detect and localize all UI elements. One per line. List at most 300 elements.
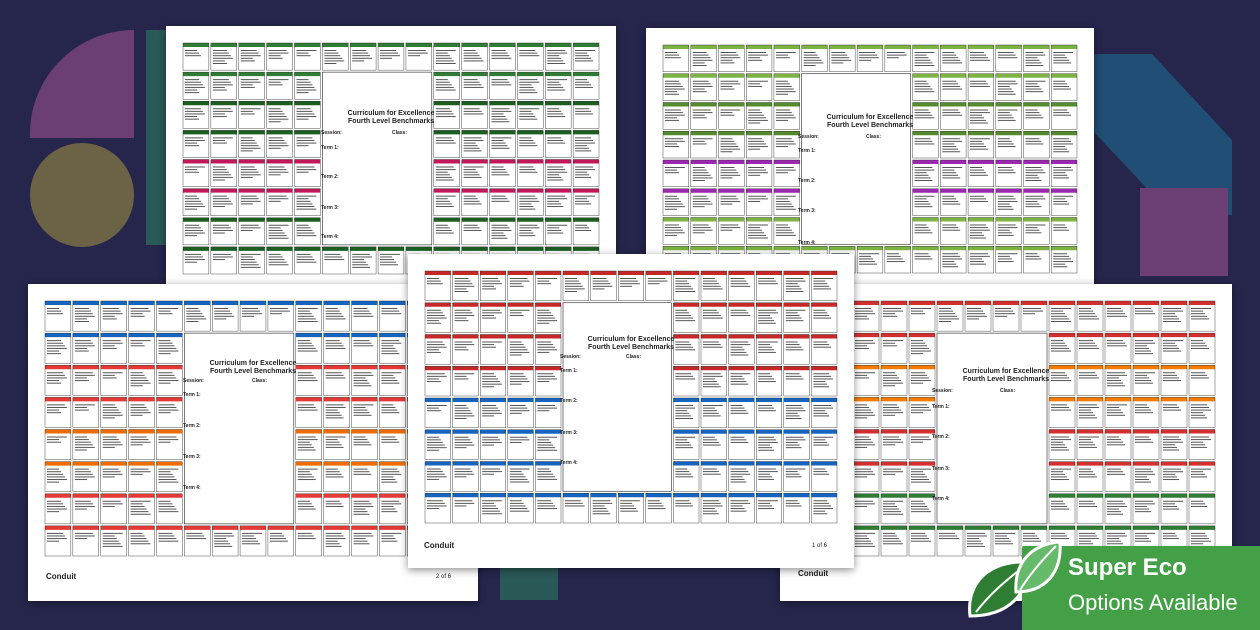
grid-cell-text <box>915 57 929 58</box>
grid-cell-text <box>758 278 774 279</box>
grid-cell-text <box>665 55 679 56</box>
grid-cell-text <box>296 206 314 207</box>
grid-cell-text <box>352 53 368 54</box>
grid-cell-text <box>326 444 342 445</box>
grid-cell-text <box>776 201 790 202</box>
grid-cell-header <box>784 303 810 307</box>
grid-cell-header <box>294 101 320 105</box>
grid-cell <box>545 130 571 157</box>
grid-cell-text <box>748 149 760 150</box>
grid-cell <box>267 189 293 216</box>
grid-cell-text <box>158 506 174 507</box>
grid-cell-text <box>720 146 738 147</box>
grid-cell-text <box>703 508 715 509</box>
grid-cell-header <box>913 218 939 222</box>
grid-cell-text <box>213 82 231 83</box>
grid-cell-text <box>47 383 61 384</box>
grid-cell-header <box>212 526 238 530</box>
grid-cell-header <box>73 494 99 498</box>
grid-cell <box>968 189 994 216</box>
grid-cell-text <box>380 50 396 51</box>
grid-cell-header <box>811 303 837 307</box>
grid-cell <box>535 271 561 301</box>
grid-cell-text <box>537 471 551 472</box>
grid-cell-header <box>1024 131 1050 135</box>
grid-cell-header <box>267 247 293 251</box>
grid-cell-text <box>776 204 792 205</box>
grid-cell-text <box>1135 479 1149 480</box>
grid-cell-text <box>103 447 115 448</box>
grid-cell-text <box>693 201 711 202</box>
grid-cell-header <box>691 131 717 135</box>
grid-cell-header <box>1021 301 1047 305</box>
grid-cell-text <box>186 533 202 534</box>
grid-cell-text <box>731 384 749 385</box>
grid-cell-text <box>748 230 762 231</box>
grid-cell-text <box>354 437 366 438</box>
grid-cell-text <box>241 172 259 173</box>
grid-cell-header <box>729 271 755 275</box>
grid-cell-header <box>663 160 689 164</box>
grid-cell-text <box>731 413 749 414</box>
grid-cell-text <box>354 385 372 386</box>
grid-cell-text <box>731 405 743 406</box>
grid-cell-text <box>455 286 475 287</box>
grid-cell-header <box>267 189 293 193</box>
grid-cell-text <box>326 410 338 411</box>
grid-cell-text <box>381 351 397 352</box>
grid-cell-header <box>535 271 561 275</box>
grid-cell-text <box>1026 86 1040 87</box>
grid-cell-text <box>242 308 258 309</box>
grid-cell-text <box>1026 201 1038 202</box>
grid-cell-text <box>185 169 197 170</box>
grid-cell-text <box>1053 110 1067 111</box>
grid-cell-text <box>693 177 713 178</box>
grid-cell-text <box>911 511 931 512</box>
grid-cell-header <box>434 130 460 134</box>
grid-cell-text <box>519 92 537 93</box>
grid-cell-text <box>786 413 798 414</box>
grid-cell-text <box>915 256 931 257</box>
grid-cell-text <box>381 345 393 346</box>
grid-cell-header <box>101 462 127 466</box>
grid-cell-text <box>776 55 788 56</box>
grid-cell-text <box>648 505 664 506</box>
grid-cell-text <box>1026 143 1044 144</box>
grid-cell-header <box>1161 494 1187 498</box>
grid-cell-text <box>776 172 788 173</box>
grid-cell-text <box>296 145 308 146</box>
grid-cell-text <box>354 377 366 378</box>
grid-cell-text <box>693 91 707 92</box>
grid-cell-text <box>593 511 609 512</box>
grid-cell-text <box>693 232 705 233</box>
grid-cell-text <box>648 500 660 501</box>
term-1-label: Term 1: <box>932 404 950 410</box>
grid-cell-header <box>508 398 534 402</box>
grid-cell-text <box>103 412 121 413</box>
grid-cell-text <box>620 511 638 512</box>
grid-cell-text <box>158 351 178 352</box>
grid-cell-header <box>1077 301 1103 305</box>
grid-cell-text <box>1026 180 1042 181</box>
grid-cell-text <box>298 437 316 438</box>
grid-cell-text <box>970 235 984 236</box>
grid-cell-header <box>1051 74 1077 78</box>
grid-cell-text <box>620 283 640 284</box>
grid-cell-text <box>776 227 790 228</box>
grid-cell-text <box>1191 345 1207 346</box>
grid-cell-header <box>591 493 617 497</box>
grid-cell-text <box>855 343 875 344</box>
grid-cell-header <box>802 45 828 49</box>
grid-cell-header <box>425 462 451 466</box>
grid-cell-text <box>776 86 792 87</box>
session-label: Session: <box>183 378 204 384</box>
grid-cell-text <box>1107 308 1121 309</box>
grid-cell <box>434 218 460 245</box>
grid-cell <box>774 160 800 187</box>
grid-cell-text <box>380 53 398 54</box>
grid-cell-text <box>241 262 257 263</box>
grid-cell-text <box>1053 146 1065 147</box>
grid-cell-text <box>703 315 721 316</box>
grid-cell-text <box>813 513 827 514</box>
grid-cell-header <box>1077 494 1103 498</box>
grid-cell-header <box>425 366 451 370</box>
grid-cell-text <box>519 50 535 51</box>
grid-cell-text <box>75 318 87 319</box>
grid-cell-header <box>462 43 488 47</box>
grid-cell-header <box>996 246 1022 250</box>
grid-cell <box>663 218 689 245</box>
grid-cell-text <box>354 410 368 411</box>
grid-cell-header <box>294 218 320 222</box>
grid-cell-text <box>298 501 310 502</box>
grid-cell-text <box>970 264 986 265</box>
grid-cell-text <box>1079 316 1097 317</box>
grid-cell-text <box>547 174 559 175</box>
grid-cell-text <box>1191 439 1211 440</box>
grid-cell-text <box>47 340 61 341</box>
grid-cell-text <box>1053 177 1069 178</box>
grid-cell-text <box>776 83 790 84</box>
grid-cell <box>857 45 883 72</box>
grid-cell-text <box>547 143 565 144</box>
grid-cell-text <box>381 503 401 504</box>
grid-cell-text <box>492 145 508 146</box>
grid-cell-text <box>720 201 740 202</box>
grid-cell-text <box>298 533 312 534</box>
grid-cell-text <box>47 538 67 539</box>
grid-cell <box>406 43 432 70</box>
grid-cell-text <box>758 439 776 440</box>
grid-cell-text <box>241 203 253 204</box>
grid-cell-text <box>675 312 689 313</box>
grid-cell-text <box>455 415 475 416</box>
grid-cell <box>1105 333 1131 363</box>
grid-cell-text <box>455 320 469 321</box>
grid-cell-text <box>381 383 399 384</box>
grid-cell-header <box>184 526 210 530</box>
grid-cell-text <box>648 283 660 284</box>
grid-cell <box>996 246 1022 273</box>
grid-cell-header <box>183 247 209 251</box>
grid-cell-text <box>482 310 500 311</box>
grid-cell-text <box>1079 444 1095 445</box>
grid-cell-text <box>565 283 581 284</box>
grid-cell-text <box>675 413 689 414</box>
grid-cell-header <box>663 218 689 222</box>
grid-cell-header <box>1077 526 1103 530</box>
grid-cell-header <box>968 74 994 78</box>
grid-cell-text <box>648 278 666 279</box>
grid-cell-text <box>703 281 717 282</box>
grid-cell-text <box>519 201 539 202</box>
grid-cell-text <box>537 315 553 316</box>
grid-cell-text <box>1053 175 1067 176</box>
grid-cell-text <box>241 148 261 149</box>
grid-cell-text <box>593 513 611 514</box>
grid-cell-header <box>425 271 451 275</box>
grid-cell-text <box>103 340 121 341</box>
grid-cell-text <box>911 404 927 405</box>
grid-cell-text <box>1163 318 1179 319</box>
grid-cell-text <box>464 177 482 178</box>
term-2-label: Term 2: <box>798 178 816 184</box>
grid-cell-text <box>427 405 447 406</box>
grid-cell <box>490 218 516 245</box>
grid-cell <box>774 74 800 101</box>
grid-cell-text <box>298 479 316 480</box>
grid-cell-text <box>1079 541 1091 542</box>
grid-cell-text <box>786 439 806 440</box>
grid-cell-text <box>519 230 531 231</box>
grid-cell-text <box>455 469 471 470</box>
grid-cell-text <box>242 538 256 539</box>
grid-cell-text <box>911 439 931 440</box>
grid-cell-text <box>665 57 681 58</box>
grid-cell-header <box>729 493 755 497</box>
grid-cell-text <box>1026 175 1038 176</box>
grid-cell-text <box>547 63 565 64</box>
grid-cell-text <box>813 508 833 509</box>
term-4-label: Term 4: <box>321 234 339 240</box>
grid-cell <box>913 45 939 72</box>
grid-cell-text <box>1079 343 1095 344</box>
grid-cell-text <box>537 479 557 480</box>
grid-cell-text <box>720 149 740 150</box>
grid-cell-text <box>693 55 709 56</box>
grid-cell-text <box>519 196 535 197</box>
grid-cell-text <box>158 345 174 346</box>
grid-cell-header <box>508 430 534 434</box>
grid-cell-text <box>537 474 553 475</box>
grid-cell-header <box>996 74 1022 78</box>
grid-cell-text <box>296 227 310 228</box>
grid-cell-text <box>998 57 1018 58</box>
grid-cell-text <box>482 384 502 385</box>
grid-cell-text <box>381 482 397 483</box>
grid-cell-text <box>464 58 482 59</box>
grid-cell-text <box>1191 318 1209 319</box>
term-2-label: Term 2: <box>560 398 578 404</box>
grid-cell-header <box>591 271 617 275</box>
grid-cell-text <box>298 316 314 317</box>
grid-cell-header <box>425 303 451 307</box>
grid-cell-text <box>381 353 399 354</box>
grid-cell-text <box>436 87 454 88</box>
grid-cell <box>940 45 966 72</box>
grid-cell-text <box>103 407 117 408</box>
grid-cell-text <box>575 82 589 83</box>
grid-cell <box>517 130 543 157</box>
grid-cell-text <box>915 230 931 231</box>
grid-cell-header <box>129 430 155 434</box>
grid-cell-text <box>326 404 344 405</box>
grid-cell-text <box>213 58 233 59</box>
grid-cell-text <box>1163 450 1179 451</box>
grid-cell-text <box>464 53 478 54</box>
grid-cell-text <box>75 340 91 341</box>
grid-cell-text <box>776 206 794 207</box>
grid-cell-text <box>296 198 308 199</box>
term-4-label: Term 4: <box>798 240 816 246</box>
grid-cell-text <box>693 196 707 197</box>
grid-cell-text <box>1107 439 1121 440</box>
grid-cell-text <box>942 149 958 150</box>
grid-cell <box>211 247 237 274</box>
grid-cell-header <box>156 526 182 530</box>
grid-cell-text <box>1163 308 1181 309</box>
grid-cell-text <box>1135 509 1149 510</box>
grid-cell-header <box>324 301 350 305</box>
grid-cell-text <box>1023 311 1043 312</box>
grid-cell <box>663 160 689 187</box>
grid-cell-header <box>811 462 837 466</box>
grid-cell <box>691 160 717 187</box>
grid-cell <box>352 333 378 363</box>
grid-cell-header <box>811 366 837 370</box>
grid-cell-header <box>352 526 378 530</box>
grid-cell-text <box>547 172 567 173</box>
grid-cell-text <box>324 63 336 64</box>
grid-cell-text <box>998 112 1010 113</box>
grid-cell-text <box>241 53 259 54</box>
grid-cell-text <box>593 500 611 501</box>
grid-cell-text <box>1135 348 1149 349</box>
grid-cell-text <box>47 511 59 512</box>
grid-cell-header <box>718 246 744 250</box>
grid-cell-text <box>887 258 903 259</box>
grid-cell-text <box>131 474 143 475</box>
grid-cell-text <box>776 52 796 53</box>
grid-cell-text <box>482 376 496 377</box>
grid-cell <box>573 130 599 157</box>
grid-cell-header <box>73 301 99 305</box>
grid-cell-header <box>784 462 810 466</box>
grid-cell-header <box>239 72 265 76</box>
grid-cell-text <box>665 227 681 228</box>
grid-cell-text <box>665 232 685 233</box>
grid-cell-text <box>482 471 502 472</box>
grid-cell-text <box>242 543 260 544</box>
grid-cell-header <box>322 247 348 251</box>
grid-cell-text <box>510 312 522 313</box>
grid-cell-text <box>510 315 524 316</box>
grid-cell-text <box>326 345 344 346</box>
grid-cell <box>324 494 350 524</box>
grid-cell-header <box>1133 494 1159 498</box>
term-2-label: Term 2: <box>183 423 201 429</box>
grid-cell-text <box>1135 442 1153 443</box>
grid-cell-header <box>909 397 935 401</box>
grid-cell-text <box>998 232 1012 233</box>
term-4-label: Term 4: <box>183 485 201 491</box>
grid-cell-text <box>776 225 788 226</box>
grid-cell-text <box>326 412 340 413</box>
grid-cell-text <box>855 543 873 544</box>
grid-cell-text <box>241 82 261 83</box>
grid-cell-text <box>1191 474 1205 475</box>
grid-cell-text <box>241 174 261 175</box>
grid-cell-text <box>911 509 929 510</box>
grid-cell <box>545 43 571 70</box>
grid-cell-text <box>942 83 958 84</box>
grid-cell-text <box>354 311 370 312</box>
grid-cell-text <box>998 52 1014 53</box>
grid-cell-header <box>508 271 534 275</box>
grid-cell-text <box>1051 437 1069 438</box>
grid-cell-header <box>545 72 571 76</box>
grid-cell-text <box>241 196 257 197</box>
grid-cell-text <box>675 471 689 472</box>
grid-cell-text <box>786 315 800 316</box>
grid-cell <box>434 130 460 157</box>
grid-cell-text <box>241 198 259 199</box>
grid-cell <box>968 160 994 187</box>
grid-cell-text <box>970 83 988 84</box>
grid-cell-text <box>883 410 901 411</box>
grid-cell-text <box>703 405 723 406</box>
grid-cell-text <box>436 233 454 234</box>
grid-cell-header <box>453 366 479 370</box>
grid-cell-header <box>756 366 782 370</box>
grid-cell-text <box>352 58 372 59</box>
grid-cell-header <box>811 271 837 275</box>
grid-cell-text <box>831 62 843 63</box>
grid-cell-header <box>802 246 828 250</box>
grid-cell-text <box>1051 351 1071 352</box>
grid-cell-text <box>464 227 480 228</box>
grid-cell-text <box>519 55 539 56</box>
grid-cell <box>691 131 717 158</box>
grid-cell-text <box>758 471 778 472</box>
grid-cell-text <box>547 196 565 197</box>
grid-cell-text <box>213 198 229 199</box>
grid-cell-text <box>1079 415 1095 416</box>
grid-cell-text <box>103 506 115 507</box>
grid-cell-text <box>547 137 561 138</box>
grid-cell-header <box>1049 301 1075 305</box>
grid-cell-text <box>381 471 399 472</box>
grid-cell <box>909 301 935 331</box>
grid-cell-header <box>756 493 782 497</box>
grid-cell-text <box>519 82 539 83</box>
grid-cell-text <box>703 500 719 501</box>
grid-cell-text <box>665 206 685 207</box>
